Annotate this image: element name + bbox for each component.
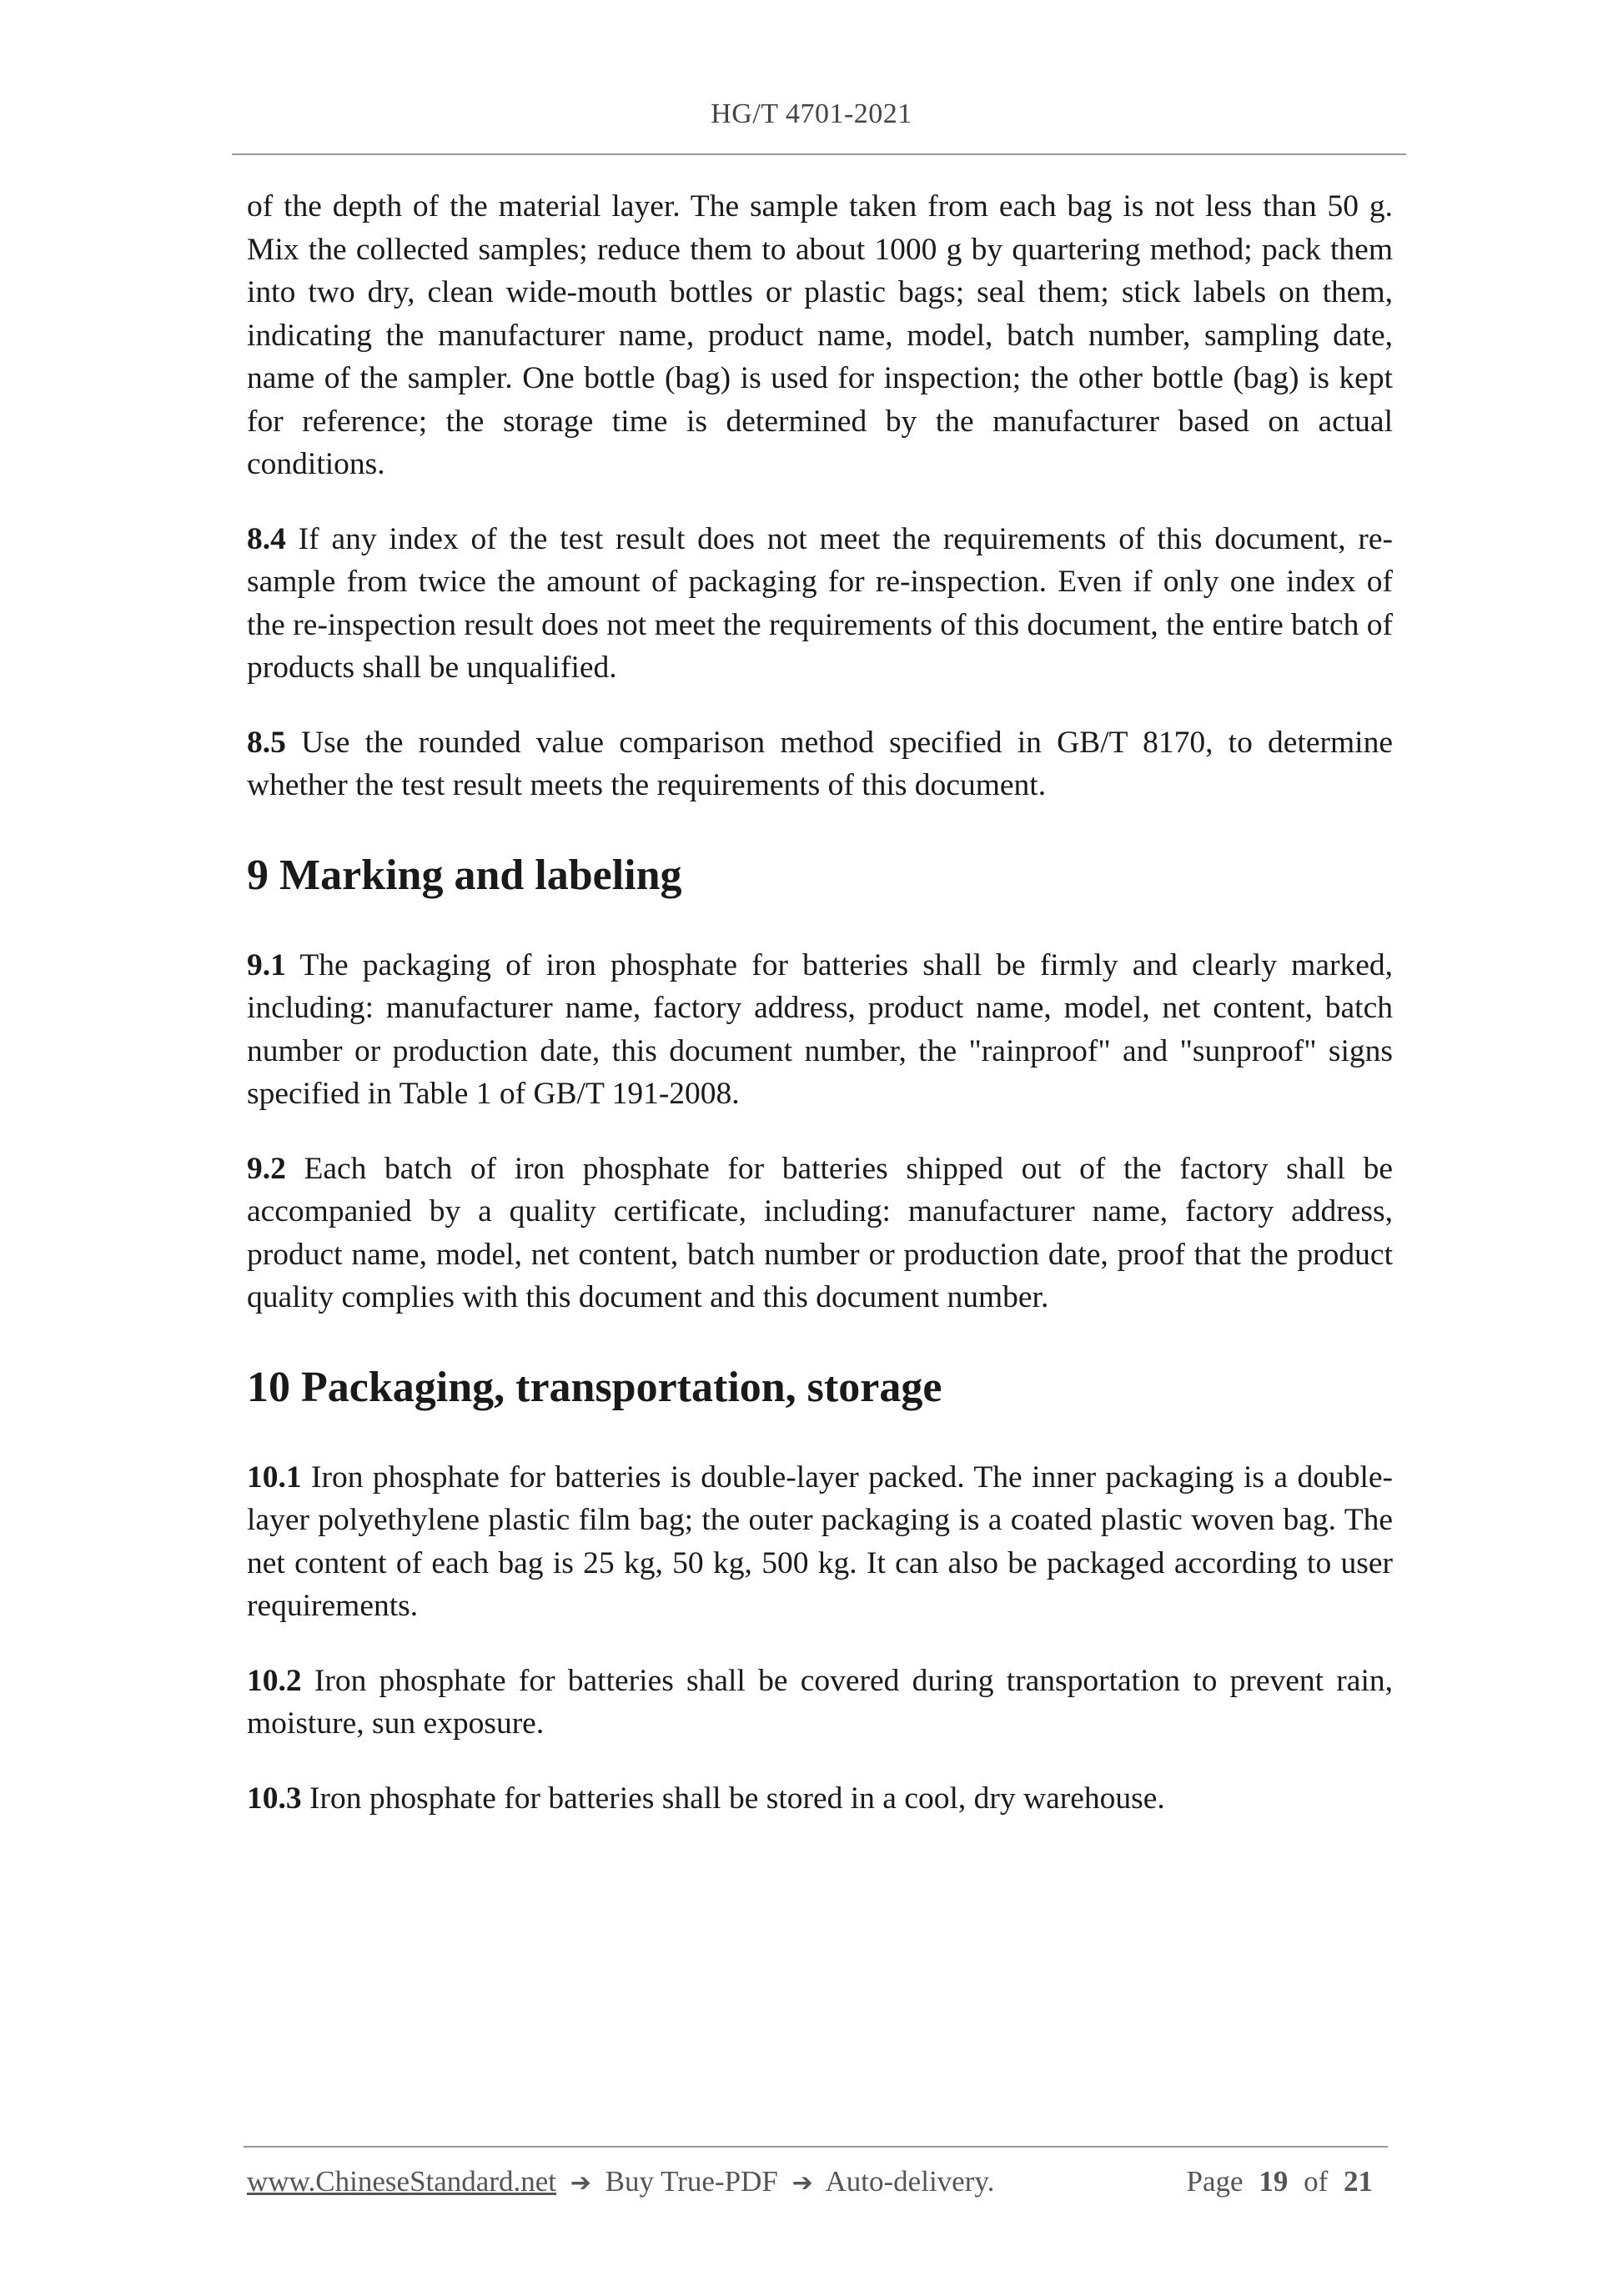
clause-10-2 — [247, 1660, 1393, 1746]
clause-text: Iron phosphate for batteries shall be covered during transportation to prevent rain, moisture, sun exposure. — [247, 1663, 1393, 1741]
clause-number: 10.2 — [247, 1663, 302, 1698]
clause-text: The packaging of iron phosphate for batteries shall be firmly and clearly marked, including: manufacturer name, factory address, product name, model, net content, batch number or production date, this document number, the "rainproof" and "sunproof" signs specified in Table 1 of GB/T 191-2008. — [247, 947, 1393, 1111]
clause-text: Each batch of iron phosphate for batteries shipped out of the factory shall be accompanied by a quality certificate, including: manufacturer name, factory address, product name, model, net content, batch number or production date, proof that the product quality complies with this document and this document number. — [247, 1151, 1393, 1314]
clause-8-4 — [247, 518, 1393, 690]
paragraph-continued: of the depth of the material layer. The sample taken from each bag is not less than 50 g. Mix the collected samples; reduce them to about 1000 g by quartering method; pack them into two dry, clean wide-mouth bottles or plastic bags; seal them; stick labels on them, indicating the manufacturer name, product name, model, batch number, sampling date, name of the sampler. One bottle (bag) is used for inspection; the other bottle (bag) is kept for reference; the storage time is determined by the manufacturer based on actual conditions. — [247, 189, 1393, 481]
clause-10-3 — [247, 1777, 1393, 1821]
clause-number: 9.1 — [247, 947, 286, 982]
page-footer — [247, 2165, 1381, 2198]
clause-text: Iron phosphate for batteries is double-layer packed. The inner packaging is a double-layer polyethylene plastic film bag; the outer packaging is a coated plastic woven bag. The net content of each bag is 25 kg, 50 kg, 500 kg. It can also be packaged according to user requirements. — [247, 1459, 1393, 1623]
delivery-text: Auto-delivery. — [825, 2165, 995, 2198]
clause-text: Iron phosphate for batteries shall be stored in a cool, dry warehouse. — [301, 1781, 1165, 1816]
clause-9-2 — [247, 1148, 1393, 1319]
total-page-number: 21 — [1344, 2165, 1373, 2198]
site-link[interactable]: www.ChineseStandard.net — [247, 2165, 556, 2198]
clause-text: Use the rounded value comparison method specified in GB/T 8170, to determine whether the test result meets the requirements of this document. — [247, 725, 1393, 802]
buy-text: Buy True-PDF — [605, 2165, 778, 2198]
clause-number: 8.4 — [247, 521, 286, 556]
clause-number: 10.1 — [247, 1459, 302, 1495]
page-content — [247, 185, 1393, 1851]
clause-10-1 — [247, 1456, 1393, 1628]
section-heading-10: 10 Packaging, transportation, storage — [247, 1363, 942, 1411]
page-header: HG/T 4701-2021 — [711, 98, 912, 129]
of-label: of — [1304, 2165, 1329, 2198]
clause-number: 10.3 — [247, 1781, 302, 1816]
page-indicator — [1187, 2165, 1381, 2198]
clause-text: If any index of the test result does not meet the requirements of this document, re-sample from twice the amount of packaging for re-inspection. Even if only one index of the re-inspection result does not meet the requirements of this document, the entire batch of products shall be unqualified. — [247, 521, 1393, 685]
footer-divider — [244, 2146, 1388, 2148]
current-page-number: 19 — [1259, 2165, 1289, 2198]
header-divider — [232, 153, 1406, 155]
arrow-right-icon: ➔ — [791, 2168, 813, 2198]
clause-8-5 — [247, 721, 1393, 807]
arrow-right-icon: ➔ — [570, 2168, 591, 2198]
clause-number: 9.2 — [247, 1151, 286, 1186]
page-label: Page — [1186, 2165, 1244, 2198]
clause-9-1 — [247, 944, 1393, 1116]
section-heading-9: 9 Marking and labeling — [247, 851, 682, 899]
clause-number: 8.5 — [247, 725, 286, 760]
footer-promo — [247, 2165, 994, 2198]
